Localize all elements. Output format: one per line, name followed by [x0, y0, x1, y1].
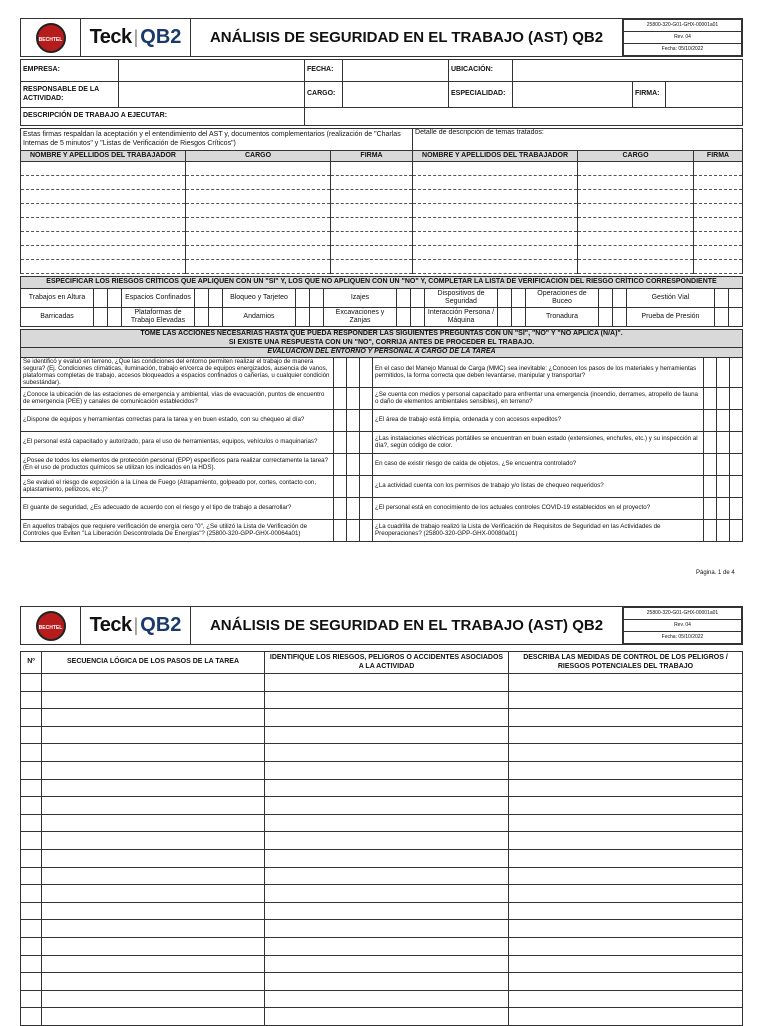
- signature-row[interactable]: [21, 232, 743, 246]
- step-cell[interactable]: [21, 885, 42, 903]
- answer-na-box[interactable]: [729, 358, 742, 388]
- answer-si-box[interactable]: [334, 409, 347, 431]
- doc-date: Fecha: 05/10/2022: [624, 44, 742, 56]
- responsable-field[interactable]: [119, 82, 305, 108]
- fecha-label: FECHA:: [305, 60, 343, 82]
- col-cargo: CARGO: [186, 151, 331, 162]
- answer-no-box[interactable]: [347, 409, 360, 431]
- answer-no-box[interactable]: [716, 358, 729, 388]
- instructions: TOME LAS ACCIONES NECESARIAS HASTA QUE PUEDA RESPONDER LAS SIGUIENTES PREGUNTAS CON UN "SI", "NO" Y "NO APLICA (N/A)". SI EXISTE UNA RESPUESTA CON UN "NO", CORRIJA ANTES DE PROCEDER EL TRABAJO.: [21, 330, 743, 348]
- doc-code: 25800-320-G01-GHX-00001a01: [624, 20, 742, 32]
- col-nombre-2: NOMBRE Y APELLIDOS DEL TRABAJADOR: [413, 151, 578, 162]
- risks-heading: ESPECIFICAR LOS RIESGOS CRÍTICOS QUE APLIQUEN CON UN "SI" Y, LOS QUE NO APLIQUEN CON UN "NO" Y, COMPLETAR LA LISTA DE VERIFICACIÓN DEL RIESGO CRÍTICO CORRESPONDIENTE: [21, 277, 743, 289]
- risk-label: Gestión Vial: [627, 289, 715, 308]
- step-cell[interactable]: [265, 726, 509, 744]
- step-cell[interactable]: [42, 709, 265, 727]
- answer-si-box[interactable]: [703, 519, 716, 541]
- step-cell[interactable]: [265, 832, 509, 850]
- step-cell[interactable]: [265, 691, 509, 709]
- step-cell[interactable]: [265, 937, 509, 955]
- step-row[interactable]: [21, 709, 743, 727]
- doc-date: Fecha: 05/10/2022: [624, 632, 742, 644]
- answer-si-box[interactable]: [703, 497, 716, 519]
- risk-label: Izajes: [324, 289, 397, 308]
- page-1: [20, 18, 743, 542]
- step-cell[interactable]: [42, 832, 265, 850]
- step-cell[interactable]: [509, 832, 743, 850]
- detalle-label: Detalle de descripción de temas tratados:: [413, 129, 743, 151]
- answer-si-box[interactable]: [703, 358, 716, 388]
- step-cell[interactable]: [42, 761, 265, 779]
- step-cell[interactable]: [42, 744, 265, 762]
- answer-no-box[interactable]: [347, 387, 360, 409]
- step-row[interactable]: [21, 674, 743, 692]
- question-left: ¿Conoce la ubicación de las estaciones de emergencia y ambiental, vías de evacuación, puntos de encuentro de emergencia (PEE) y canales de comunicación establecidos?: [21, 387, 334, 409]
- step-cell[interactable]: [21, 674, 42, 692]
- risk-no-box[interactable]: [310, 308, 324, 327]
- signature-row[interactable]: [21, 176, 743, 190]
- signature-row[interactable]: [21, 190, 743, 204]
- step-cell[interactable]: [265, 779, 509, 797]
- step-cell[interactable]: [509, 709, 743, 727]
- step-cell[interactable]: [265, 920, 509, 938]
- step-cell[interactable]: [21, 1008, 42, 1026]
- risk-no-box[interactable]: [728, 308, 742, 327]
- step-cell[interactable]: [265, 814, 509, 832]
- step-cell[interactable]: [42, 885, 265, 903]
- page-number: Página. 1 de 4: [696, 570, 735, 576]
- risk-si-box[interactable]: [397, 289, 411, 308]
- risk-label: Plataformas de Trabajo Elevadas: [122, 308, 195, 327]
- step-cell[interactable]: [21, 832, 42, 850]
- step-cell[interactable]: [42, 726, 265, 744]
- especialidad-field[interactable]: [513, 82, 633, 108]
- risk-no-box[interactable]: [411, 308, 425, 327]
- col-firma: FIRMA: [331, 151, 413, 162]
- step-cell[interactable]: [509, 797, 743, 815]
- step-cell[interactable]: [509, 937, 743, 955]
- evaluation-section-title: EVALUACIÓN DEL ENTORNO Y PERSONAL A CARGO DE LA TAREA: [21, 348, 743, 358]
- step-cell[interactable]: [42, 674, 265, 692]
- question-right: En caso de existir riesgo de caída de objetos, ¿Se encuentra controlado?: [373, 453, 704, 475]
- step-cell[interactable]: [42, 955, 265, 973]
- step-cell[interactable]: [42, 1008, 265, 1026]
- step-cell[interactable]: [21, 920, 42, 938]
- signature-row[interactable]: [21, 218, 743, 232]
- step-cell[interactable]: [21, 955, 42, 973]
- answer-si-box[interactable]: [334, 387, 347, 409]
- answer-na-box[interactable]: [729, 453, 742, 475]
- step-cell[interactable]: [21, 726, 42, 744]
- step-cell[interactable]: [21, 691, 42, 709]
- risk-si-box[interactable]: [296, 289, 310, 308]
- teck-qb2-logo: Teck | QB2: [81, 19, 191, 57]
- answer-si-box[interactable]: [703, 453, 716, 475]
- question-right: En el caso del Manejo Manual de Carga (MMC) sea inevitable: ¿Conocen los pasos de los materiales y herramientas permitidos, la forma correcta que deben levantarse, manipular y transportar?: [373, 358, 704, 388]
- step-cell[interactable]: [42, 849, 265, 867]
- step-cell[interactable]: [42, 691, 265, 709]
- risk-label: Trabajos en Altura: [21, 289, 94, 308]
- question-left: ¿El personal está capacitado y autorizado, para el uso de herramientas, equipos, vehículos o maquinarias?: [21, 431, 334, 453]
- step-cell[interactable]: [509, 920, 743, 938]
- step-row[interactable]: [21, 691, 743, 709]
- risk-si-box[interactable]: [714, 289, 728, 308]
- step-cell[interactable]: [42, 902, 265, 920]
- step-cell[interactable]: [42, 990, 265, 1008]
- answer-na-box[interactable]: [360, 431, 373, 453]
- col-nombre: NOMBRE Y APELLIDOS DEL TRABAJADOR: [21, 151, 186, 162]
- step-cell[interactable]: [265, 761, 509, 779]
- empresa-field[interactable]: [119, 60, 305, 82]
- step-cell[interactable]: [21, 744, 42, 762]
- answer-no-box[interactable]: [716, 431, 729, 453]
- signatures-table: [20, 128, 743, 274]
- risk-no-box[interactable]: [512, 289, 526, 308]
- step-row[interactable]: [21, 955, 743, 973]
- risk-no-box[interactable]: [209, 289, 223, 308]
- step-cell[interactable]: [509, 779, 743, 797]
- question-left: ¿Posee de todos los elementos de protección personal (EPP) específicos para realizar correctamente la tarea? (En el uso de productos químicos se utilizan los indicados en la HDS).: [21, 453, 334, 475]
- question-right: ¿El área de trabajo está limpia, ordenada y con accesos expeditos?: [373, 409, 704, 431]
- step-cell[interactable]: [509, 761, 743, 779]
- bechtel-logo: BECHTEL: [21, 19, 81, 57]
- risk-label: Barricadas: [21, 308, 94, 327]
- step-cell[interactable]: [265, 849, 509, 867]
- step-row[interactable]: [21, 744, 743, 762]
- ubicacion-label: UBICACIÓN:: [449, 60, 513, 82]
- step-cell[interactable]: [265, 674, 509, 692]
- risk-no-box[interactable]: [613, 289, 627, 308]
- step-cell[interactable]: [42, 779, 265, 797]
- step-cell[interactable]: [21, 814, 42, 832]
- signature-row[interactable]: [21, 246, 743, 260]
- step-cell[interactable]: [509, 849, 743, 867]
- risk-label: Bloqueo y Tarjeteo: [223, 289, 296, 308]
- step-cell[interactable]: [265, 797, 509, 815]
- answer-na-box[interactable]: [360, 519, 373, 541]
- step-cell[interactable]: [509, 674, 743, 692]
- question-right: ¿La cuadrilla de trabajo realizó la Lista de Verificación de Requisitos de Seguridad en las Actividades de Preoperaciones? (25800-320-GPP-GHX-00080a01): [373, 519, 704, 541]
- document-header-2: [20, 606, 743, 645]
- signature-row[interactable]: [21, 260, 743, 274]
- step-cell[interactable]: [42, 920, 265, 938]
- step-row[interactable]: [21, 814, 743, 832]
- answer-no-box[interactable]: [716, 475, 729, 497]
- step-row[interactable]: [21, 990, 743, 1008]
- descripcion-label: DESCRIPCIÓN DE TRABAJO A EJECUTAR:: [21, 108, 305, 126]
- risk-si-box[interactable]: [195, 308, 209, 327]
- step-cell[interactable]: [265, 973, 509, 991]
- firma-label: FIRMA:: [633, 82, 666, 108]
- task-steps-table: [20, 651, 743, 1026]
- col-cargo-2: CARGO: [578, 151, 694, 162]
- answer-no-box[interactable]: [347, 358, 360, 388]
- risk-si-box[interactable]: [94, 289, 108, 308]
- risk-no-box[interactable]: [108, 289, 122, 308]
- step-row[interactable]: [21, 761, 743, 779]
- step-row[interactable]: [21, 867, 743, 885]
- page-2: [20, 606, 743, 1026]
- ubicacion-field[interactable]: [513, 60, 743, 82]
- answer-no-box[interactable]: [347, 453, 360, 475]
- answer-no-box[interactable]: [347, 475, 360, 497]
- step-cell[interactable]: [509, 955, 743, 973]
- answer-no-box[interactable]: [347, 431, 360, 453]
- step-cell[interactable]: [42, 814, 265, 832]
- step-cell[interactable]: [509, 1008, 743, 1026]
- risk-label: Prueba de Presión: [627, 308, 715, 327]
- question-left: ¿Dispone de equipos y herramientas correctas para la tarea y en buen estado, con su chequeo al día?: [21, 409, 334, 431]
- question-right: ¿Las instalaciones eléctricas portátiles se encuentran en buen estado (extensiones, enchufes, etc.) y su inspección al día?, según código de color.: [373, 431, 704, 453]
- risk-no-box[interactable]: [310, 289, 324, 308]
- col-number: Nº: [21, 652, 42, 674]
- risk-label: Excavaciones y Zanjas: [324, 308, 397, 327]
- step-cell[interactable]: [21, 761, 42, 779]
- doc-code: 25800-320-G01-GHX-00001a01: [624, 608, 742, 620]
- question-right: ¿El personal está en conocimiento de los actuales controles COVID-19 establecidos en el proyecto?: [373, 497, 704, 519]
- risk-label: Andamios: [223, 308, 296, 327]
- step-cell[interactable]: [265, 744, 509, 762]
- answer-no-box[interactable]: [716, 519, 729, 541]
- step-cell[interactable]: [265, 885, 509, 903]
- document-title: ANÁLISIS DE SEGURIDAD EN EL TRABAJO (AST) QB2: [191, 19, 623, 57]
- answer-no-box[interactable]: [347, 497, 360, 519]
- risk-si-box[interactable]: [599, 308, 613, 327]
- risk-label: Tronadura: [526, 308, 599, 327]
- doc-rev: Rev. 04: [624, 620, 742, 632]
- risk-si-box[interactable]: [397, 308, 411, 327]
- answer-si-box[interactable]: [703, 387, 716, 409]
- answer-na-box[interactable]: [360, 475, 373, 497]
- answer-na-box[interactable]: [729, 497, 742, 519]
- answer-si-box[interactable]: [703, 409, 716, 431]
- step-cell[interactable]: [21, 973, 42, 991]
- step-cell[interactable]: [21, 849, 42, 867]
- step-cell[interactable]: [42, 937, 265, 955]
- step-cell[interactable]: [21, 779, 42, 797]
- risk-si-box[interactable]: [714, 308, 728, 327]
- answer-no-box[interactable]: [716, 409, 729, 431]
- answer-si-box[interactable]: [334, 358, 347, 388]
- answer-no-box[interactable]: [716, 387, 729, 409]
- answer-na-box[interactable]: [360, 387, 373, 409]
- bechtel-logo: BECHTEL: [21, 607, 81, 645]
- risk-si-box[interactable]: [599, 289, 613, 308]
- step-cell[interactable]: [265, 955, 509, 973]
- signatures-intro: Estas firmas respaldan la aceptación y el entendimiento del AST y, documentos complementarios (realización de "Charlas Internas de 5 minutos" y "Listas de Verificación de Riesgos Críticos"): [21, 129, 413, 151]
- step-cell[interactable]: [509, 814, 743, 832]
- answer-si-box[interactable]: [334, 497, 347, 519]
- critical-risks-table: [20, 276, 743, 327]
- step-row[interactable]: [21, 902, 743, 920]
- descripcion-field[interactable]: [305, 108, 743, 126]
- question-left: ¿Se evaluó el riesgo de exposición a la Línea de Fuego (Atrapamiento, golpeado por, cortes, contacto con, aplastamiento, pellizcos, etc.)?: [21, 475, 334, 497]
- step-cell[interactable]: [509, 885, 743, 903]
- answer-no-box[interactable]: [716, 497, 729, 519]
- step-row[interactable]: [21, 937, 743, 955]
- risk-si-box[interactable]: [498, 289, 512, 308]
- evaluation-table: [20, 329, 743, 542]
- question-right: ¿Se cuenta con medios y personal capacitado para enfrentar una emergencia (incendio, derrames, atropello de fauna o daño de elementos ambientales sensibles), en terreno?: [373, 387, 704, 409]
- step-cell[interactable]: [509, 726, 743, 744]
- risk-si-box[interactable]: [296, 308, 310, 327]
- step-cell[interactable]: [42, 797, 265, 815]
- risk-label: Espacios Confinados: [122, 289, 195, 308]
- answer-na-box[interactable]: [729, 431, 742, 453]
- answer-si-box[interactable]: [334, 453, 347, 475]
- answer-na-box[interactable]: [360, 409, 373, 431]
- teck-qb2-logo: Teck | QB2: [81, 607, 191, 645]
- step-row[interactable]: [21, 779, 743, 797]
- risk-label: Interacción Persona / Máquina: [425, 308, 498, 327]
- risk-no-box[interactable]: [613, 308, 627, 327]
- step-cell[interactable]: [265, 990, 509, 1008]
- step-row[interactable]: [21, 832, 743, 850]
- col-firma-2: FIRMA: [694, 151, 743, 162]
- step-cell[interactable]: [21, 797, 42, 815]
- step-cell[interactable]: [42, 973, 265, 991]
- risk-label: Dispositivos de Seguridad: [425, 289, 498, 308]
- answer-no-box[interactable]: [347, 519, 360, 541]
- step-cell[interactable]: [509, 867, 743, 885]
- step-cell[interactable]: [21, 709, 42, 727]
- risk-si-box[interactable]: [195, 289, 209, 308]
- step-row[interactable]: [21, 920, 743, 938]
- answer-na-box[interactable]: [360, 453, 373, 475]
- col-medidas: DESCRIBA LAS MEDIDAS DE CONTROL DE LOS PELIGROS / RIESGOS POTENCIALES DEL TRABAJO: [509, 652, 743, 674]
- col-riesgos: IDENTIFIQUE LOS RIESGOS, PELIGROS O ACCIDENTES ASOCIADOS A LA ACTIVIDAD: [265, 652, 509, 674]
- cargo-label: CARGO:: [305, 82, 343, 108]
- step-row[interactable]: [21, 849, 743, 867]
- doc-rev: Rev. 04: [624, 32, 742, 44]
- answer-na-box[interactable]: [729, 519, 742, 541]
- step-cell[interactable]: [265, 867, 509, 885]
- answer-si-box[interactable]: [334, 475, 347, 497]
- step-cell[interactable]: [42, 867, 265, 885]
- step-cell[interactable]: [265, 709, 509, 727]
- step-cell[interactable]: [21, 902, 42, 920]
- col-secuencia: SECUENCIA LÓGICA DE LOS PASOS DE LA TAREA: [42, 652, 265, 674]
- especialidad-label: ESPECIALIDAD:: [449, 82, 513, 108]
- answer-na-box[interactable]: [360, 358, 373, 388]
- answer-si-box[interactable]: [703, 431, 716, 453]
- empresa-label: EMPRESA:: [21, 60, 119, 82]
- step-row[interactable]: [21, 973, 743, 991]
- answer-no-box[interactable]: [716, 453, 729, 475]
- step-cell[interactable]: [265, 902, 509, 920]
- step-cell[interactable]: [21, 990, 42, 1008]
- question-left: Se identificó y evaluó en terreno, ¿Que las condiciones del entorno permiten realizar el trabajo de manera segura? (Ej. Condiciones climáticas, iluminación, trabajo en/cerca de equipos energizados, ausencia de vanos, plataformas completas de trabajo, accesos bloqueados a espacios confinados o cañerías, u cualquier condición subestándar).: [21, 358, 334, 388]
- signature-row[interactable]: [21, 162, 743, 176]
- step-row[interactable]: [21, 726, 743, 744]
- step-row[interactable]: [21, 1008, 743, 1026]
- answer-na-box[interactable]: [729, 475, 742, 497]
- risk-no-box[interactable]: [209, 308, 223, 327]
- risk-si-box[interactable]: [498, 308, 512, 327]
- general-info: [20, 59, 743, 126]
- step-cell[interactable]: [509, 744, 743, 762]
- question-right: ¿La actividad cuenta con los permisos de trabajo y/o listas de chequeo requeridos?: [373, 475, 704, 497]
- step-cell[interactable]: [265, 1008, 509, 1026]
- signature-row[interactable]: [21, 204, 743, 218]
- answer-si-box[interactable]: [334, 431, 347, 453]
- risk-no-box[interactable]: [728, 289, 742, 308]
- answer-na-box[interactable]: [729, 387, 742, 409]
- question-left: En aquellos trabajos que requiere verificación de energía cero "0", ¿Se utilizó la Lista de Verificación de Controles que Eviten "La Liberación Descontrolada De Energías"? (25800-320-GPP-GHX-00064a01): [21, 519, 334, 541]
- step-cell[interactable]: [21, 867, 42, 885]
- answer-na-box[interactable]: [360, 497, 373, 519]
- document-header: [20, 18, 743, 57]
- step-cell[interactable]: [21, 937, 42, 955]
- risk-no-box[interactable]: [411, 289, 425, 308]
- step-cell[interactable]: [509, 691, 743, 709]
- step-cell[interactable]: [509, 902, 743, 920]
- risk-si-box[interactable]: [94, 308, 108, 327]
- fecha-field[interactable]: [343, 60, 449, 82]
- document-title: ANÁLISIS DE SEGURIDAD EN EL TRABAJO (AST) QB2: [191, 607, 623, 645]
- risk-label: Operaciones de Buceo: [526, 289, 599, 308]
- step-cell[interactable]: [509, 973, 743, 991]
- question-left: El guante de seguridad, ¿Es adecuado de acuerdo con el riesgo y el tipo de trabajo a desarrollar?: [21, 497, 334, 519]
- answer-si-box[interactable]: [334, 519, 347, 541]
- cargo-field[interactable]: [343, 82, 449, 108]
- risk-no-box[interactable]: [108, 308, 122, 327]
- responsable-label: RESPONSABLE DE LA ACTIVIDAD:: [21, 82, 119, 108]
- step-row[interactable]: [21, 797, 743, 815]
- firma-field[interactable]: [666, 82, 743, 108]
- risk-no-box[interactable]: [512, 308, 526, 327]
- step-row[interactable]: [21, 885, 743, 903]
- answer-na-box[interactable]: [729, 409, 742, 431]
- step-cell[interactable]: [509, 990, 743, 1008]
- answer-si-box[interactable]: [703, 475, 716, 497]
